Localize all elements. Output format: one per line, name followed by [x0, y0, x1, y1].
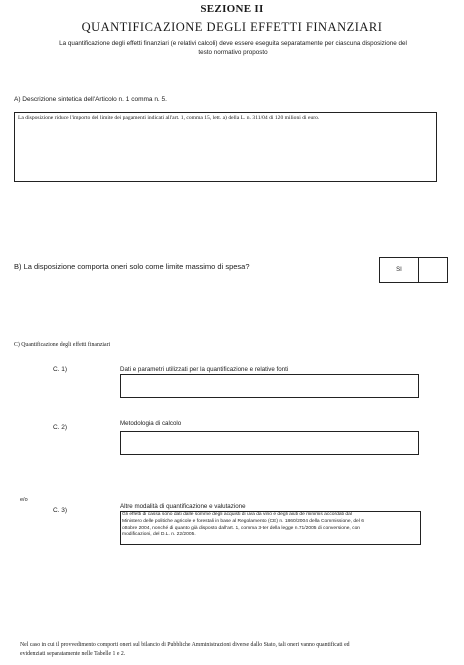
intro-line-1: La quantificazione degli effetti finanziari (e relativi calcoli) deve essere eseguita separatamente per ciascuna disposizione del — [59, 40, 407, 47]
yes-cell: SI — [380, 258, 419, 282]
c3-label: Altre modalità di quantificazione e valutazione — [120, 503, 246, 510]
c3-line-2: Ministero delle politiche agricole e forestali in base al Regolamento (CE) n. 1860/2004 della Commissione, del 6 — [122, 518, 364, 524]
section-a-label: A) Descrizione sintetica dell'Articolo n. 1 comma n. 5. — [14, 96, 167, 103]
c2-label: Metodologia di calcolo — [120, 420, 182, 427]
section-c-label: C) Quantificazione degli effetti finanziari — [14, 342, 111, 348]
section-heading: SEZIONE II — [200, 3, 264, 15]
and-or-label: e/o — [20, 497, 28, 503]
c1-code: C. 1) — [53, 366, 68, 373]
footer-line-2: evidenziati separatamente nelle Tabelle 1 e 2. — [20, 650, 126, 657]
c1-label: Dati e parametri utilizzati per la quantificazione e relative fonti — [120, 366, 289, 373]
intro-line-2: testo normativo proposto — [198, 48, 268, 56]
no-cell — [419, 258, 447, 282]
section-a-box — [14, 112, 437, 182]
footer-note — [20, 641, 450, 658]
section-b-question: B) La disposizione comporta oneri solo come limite massimo di spesa? — [14, 262, 250, 271]
c2-box — [120, 431, 419, 455]
intro-text — [18, 40, 448, 57]
yes-no-box — [379, 257, 448, 283]
footer-line-1: Nel caso in cui il provvedimento comporti oneri sul bilancio di Pubbliche Amministrazioni diverse dallo Stato, tali oneri vanno quantificati ed — [20, 642, 350, 648]
c2-code: C. 2) — [53, 424, 68, 431]
page-title: QUANTIFICAZIONE DEGLI EFFETTI FINANZIARI — [81, 20, 383, 34]
c3-code: C. 3) — [53, 507, 68, 514]
c1-box — [120, 374, 419, 398]
c3-line-4: modificazioni, del D.L. n. 22/2005. — [122, 532, 196, 538]
c3-line-1: Gli effetti di cassa sono dati dalle somme degli acquisti di uva da vino e degli aiuti de minimis accordati dal — [122, 512, 352, 517]
c3-text — [122, 512, 420, 539]
c3-line-3: ottobre 2004, nonché di quanto già disposto dall'art. 1, comma 3-ter della legge n.71/2005 di conversione, con — [122, 525, 361, 531]
section-a-text: La disposizione riduce l'importo del limite dei pagamenti indicati all'art. 1, comma 15, lett. a) della L. n. 311/04 di 120 milioni di euro. — [18, 115, 320, 121]
